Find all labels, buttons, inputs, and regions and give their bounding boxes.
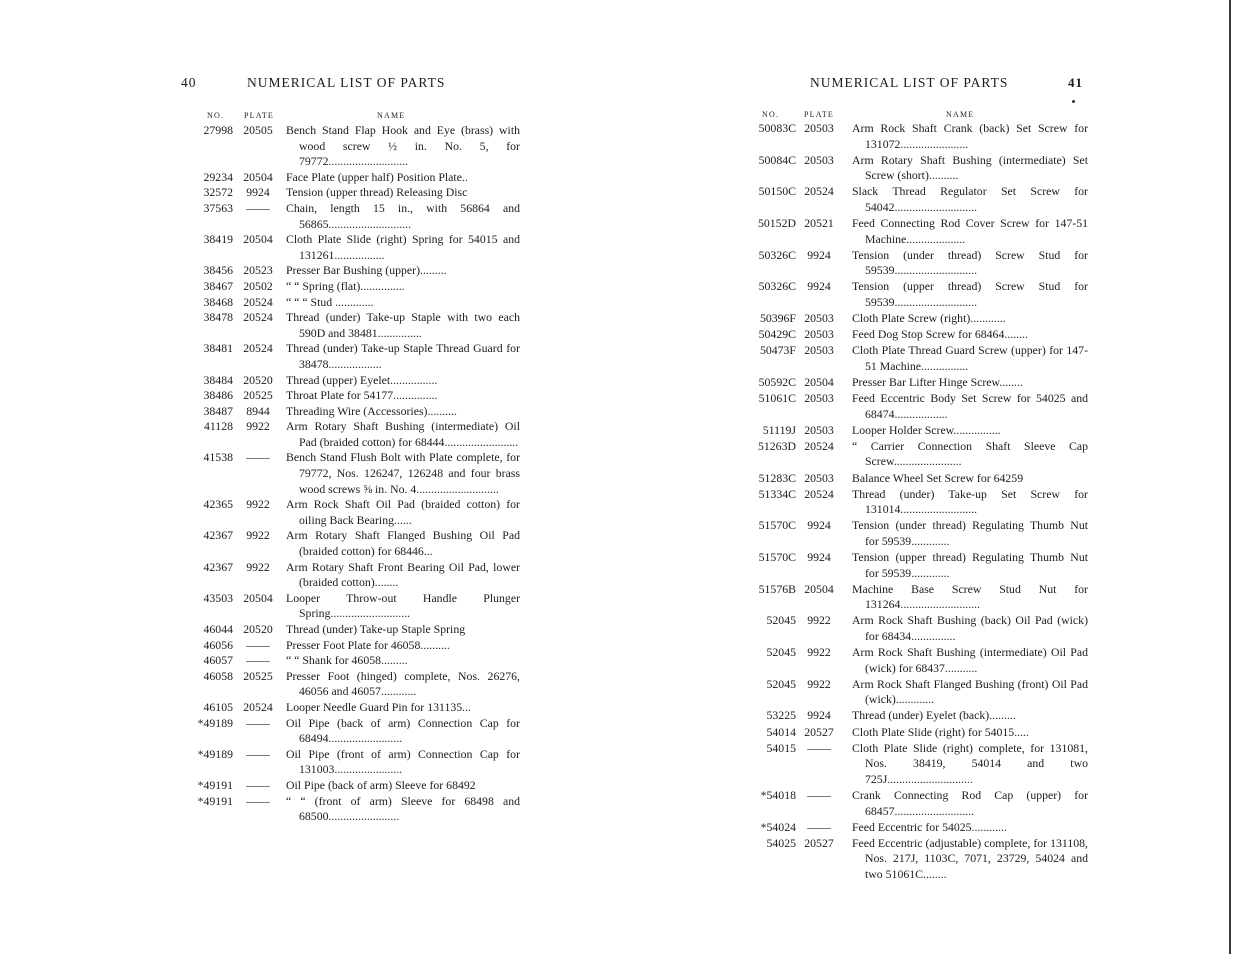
list-item: [752, 184, 1088, 215]
list-item: [752, 741, 1088, 788]
page-edge-line: [1229, 0, 1231, 954]
plate-number: 20525: [243, 388, 273, 403]
part-number: 38481: [203, 341, 233, 356]
part-number: 38486: [203, 388, 233, 403]
page-number-right: 41: [1068, 75, 1083, 90]
list-item: [752, 248, 1088, 279]
part-name: Presser Foot (hinged) complete, Nos. 26276, 46056 and 46057............: [286, 668, 520, 699]
list-item: [752, 343, 1088, 374]
plate-number: 20504: [243, 590, 273, 605]
part-name: Throat Plate for 54177...............: [286, 388, 438, 403]
list-item: [185, 700, 520, 716]
list-item: [185, 388, 520, 404]
part-name: Feed Eccentric for 54025............: [852, 819, 1007, 834]
plate-number: 20503: [804, 422, 834, 437]
list-item: [752, 518, 1088, 549]
part-name: Threading Wire (Accessories)..........: [286, 403, 457, 418]
part-name: Feed Dog Stop Screw for 68464........: [852, 327, 1028, 342]
list-item: [185, 310, 520, 341]
part-number: 46044: [203, 622, 233, 636]
list-item: [752, 311, 1088, 327]
plate-number: 9924: [807, 247, 831, 262]
part-name: Feed Eccentric Body Set Screw for 54025 and 68474..................: [852, 391, 1088, 421]
column-header-name: NAME: [377, 111, 406, 120]
list-item: [185, 450, 520, 497]
column-header-plate: PLATE: [804, 110, 834, 119]
column-header-plate: PLATE: [244, 111, 274, 120]
part-number: *54018: [760, 787, 796, 802]
part-number: 50326C: [758, 247, 796, 262]
plate-number: 20503: [804, 121, 834, 135]
part-number: 51263D: [757, 438, 796, 453]
list-item: [752, 820, 1088, 836]
part-number: 38484: [203, 372, 233, 387]
part-number: 50473F: [759, 343, 796, 358]
part-name: Thread (upper) Eyelet................: [286, 372, 438, 387]
plate-number: 20504: [804, 581, 834, 596]
plate-number: 20525: [243, 668, 273, 683]
part-name: Chain, length 15 in., with 56864 and 56865............................: [286, 200, 520, 231]
list-item: [185, 794, 520, 825]
part-number: 50396F: [759, 311, 796, 326]
part-name: Oil Pipe (front of arm) Connection Cap for 131003.......................: [286, 746, 520, 777]
plate-number: 9922: [807, 645, 831, 660]
part-name: Cloth Plate Screw (right)............: [852, 311, 1006, 326]
part-number: *49189: [197, 746, 233, 761]
plate-number: 20524: [804, 486, 834, 501]
plate-number: 20504: [243, 169, 273, 184]
list-item: [185, 123, 520, 170]
part-name: Tension (under thread) Regulating Thumb Nut for 59539.............: [852, 518, 1088, 548]
part-name: “ “ “ Stud .............: [286, 294, 374, 309]
list-item: [752, 423, 1088, 439]
plate-number: 20520: [243, 372, 273, 387]
part-name: Face Plate (upper half) Position Plate..: [286, 169, 468, 184]
part-name: Arm Rock Shaft Bushing (back) Oil Pad (wick) for 68434...............: [852, 613, 1088, 643]
part-name: Arm Rock Shaft Crank (back) Set Screw for 131072.......................: [852, 121, 1088, 151]
list-item: [185, 747, 520, 778]
part-number: 27998: [203, 123, 233, 137]
column-header-name: NAME: [946, 110, 975, 119]
part-number: 54025: [766, 835, 796, 850]
part-number: 54014: [766, 724, 796, 739]
plate-number: ——: [246, 200, 270, 215]
plate-number: 9922: [246, 497, 270, 512]
part-name: Thread (under) Take-up Staple with two each 590D and 38481...............: [286, 310, 520, 340]
list-item: [752, 613, 1088, 644]
part-name: Tension (upper thread) Screw Stud for 59539............................: [852, 279, 1088, 310]
plate-number: 20524: [243, 294, 273, 309]
part-number: 50152D: [757, 216, 796, 231]
part-name: “ “ (front of arm) Sleeve for 68498 and 68500........................: [286, 793, 520, 824]
list-item: [752, 708, 1088, 724]
part-number: 51119J: [762, 422, 796, 437]
part-name: Cloth Plate Slide (right) Spring for 54015 and 131261.................: [286, 232, 520, 262]
part-name: Tension (upper thread) Regulating Thumb Nut for 59539.............: [852, 550, 1088, 580]
list-item: [185, 669, 520, 700]
part-number: 29234: [203, 169, 233, 184]
plate-number: ——: [246, 793, 270, 808]
part-name: “ “ Shank for 46058.........: [286, 653, 408, 668]
part-number: 50429C: [758, 327, 796, 342]
part-number: 54015: [766, 740, 796, 755]
part-number: 46056: [203, 637, 233, 652]
list-item: [185, 778, 520, 794]
part-number: 52045: [766, 645, 796, 660]
list-item: [185, 622, 520, 638]
list-item: [185, 279, 520, 295]
plate-number: 20503: [804, 152, 834, 167]
part-name: Balance Wheel Set Screw for 64259: [852, 470, 1024, 485]
list-item: [752, 550, 1088, 581]
part-number: 43503: [203, 590, 233, 605]
plate-number: 20527: [804, 724, 834, 739]
part-name: “ “ Spring (flat)...............: [286, 278, 405, 293]
parts-list-left: [185, 123, 520, 825]
part-name: Machine Base Screw Stud Nut for 131264...........................: [852, 581, 1088, 612]
part-name: Feed Eccentric (adjustable) complete, for 131108, Nos. 217J, 1103C, 7071, 23729, 54024 and two 51061C........: [852, 835, 1088, 881]
part-name: Thread (under) Take-up Staple Thread Guard for 38478..................: [286, 341, 520, 371]
part-name: Tension (under thread) Screw Stud for 59539............................: [852, 247, 1088, 278]
part-name: Cloth Plate Thread Guard Screw (upper) for 147-51 Machine................: [852, 343, 1088, 373]
part-number: 51570C: [758, 518, 796, 533]
part-number: 37563: [203, 200, 233, 215]
plate-number: 20520: [243, 622, 273, 636]
part-name: Cloth Plate Slide (right) for 54015.....: [852, 724, 1029, 739]
plate-number: 20524: [243, 341, 273, 356]
part-name: Arm Rotary Shaft Bushing (intermediate) Oil Pad (braided cotton) for 68444.........................: [286, 419, 520, 449]
plate-number: 20524: [243, 699, 273, 714]
part-number: 51061C: [758, 391, 796, 406]
part-name: Thread (under) Eyelet (back).........: [852, 708, 1016, 723]
part-name: Presser Foot Plate for 46058..........: [286, 637, 450, 652]
right-page: [752, 0, 1088, 954]
list-item: [185, 591, 520, 622]
part-name: Arm Rotary Shaft Flanged Bushing Oil Pad (braided cotton) for 68446...: [286, 528, 520, 559]
list-item: [752, 327, 1088, 343]
plate-number: ——: [246, 777, 270, 792]
part-number: 38487: [203, 403, 233, 418]
plate-number: 20502: [243, 278, 273, 293]
list-item: [752, 121, 1088, 152]
part-number: 32572: [203, 185, 233, 200]
list-item: [752, 725, 1088, 741]
stray-mark: [1072, 100, 1075, 103]
list-item: [185, 528, 520, 559]
part-number: 50592C: [758, 375, 796, 389]
plate-number: 9924: [807, 550, 831, 565]
part-name: Tension (upper thread) Releasing Disc: [286, 185, 468, 200]
part-name: “ Carrier Connection Shaft Sleeve Cap Screw.......................: [852, 438, 1088, 469]
part-number: *54024: [760, 819, 796, 834]
list-item: [752, 487, 1088, 518]
list-item: [752, 375, 1088, 391]
plate-number: 20504: [243, 232, 273, 247]
part-name: Looper Needle Guard Pin for 131135...: [286, 699, 471, 714]
plate-number: 9922: [246, 419, 270, 434]
part-name: Feed Connecting Rod Cover Screw for 147-51 Machine....................: [852, 216, 1088, 246]
plate-number: ——: [246, 450, 270, 465]
part-name: Arm Rock Shaft Flanged Bushing (front) Oil Pad (wick).............: [852, 676, 1088, 707]
list-item: [185, 419, 520, 450]
plate-number: 9922: [246, 559, 270, 574]
part-name: Bench Stand Flush Bolt with Plate complete, for 79772, Nos. 126247, 126248 and four brass wood screws ⅝ in. No. 4............................: [286, 450, 520, 496]
part-number: 46058: [203, 668, 233, 683]
part-number: 51570C: [758, 550, 796, 565]
part-name: Thread (under) Take-up Set Screw for 131014..........................: [852, 486, 1088, 517]
plate-number: 20521: [804, 216, 834, 231]
part-number: 41538: [203, 450, 233, 465]
plate-number: ——: [807, 740, 831, 755]
part-number: 42365: [203, 497, 233, 512]
plate-number: 9924: [807, 518, 831, 533]
list-item: [752, 788, 1088, 819]
plate-number: 9922: [807, 613, 831, 628]
part-name: Looper Holder Screw................: [852, 422, 1001, 437]
left-page: [181, 0, 520, 954]
plate-number: 20503: [804, 343, 834, 358]
list-item: [185, 263, 520, 279]
plate-number: 9924: [807, 279, 831, 294]
part-number: 50084C: [758, 152, 796, 167]
plate-number: 20524: [804, 184, 834, 199]
part-name: Arm Rotary Shaft Bushing (intermediate) Set Screw (short)..........: [852, 152, 1088, 183]
plate-number: 20503: [804, 311, 834, 326]
part-name: Presser Bar Bushing (upper).........: [286, 263, 447, 278]
list-item: [185, 560, 520, 591]
page-number-left: 40: [181, 75, 197, 90]
part-name: Looper Throw-out Handle Plunger Spring...........................: [286, 590, 520, 621]
plate-number: 20527: [804, 835, 834, 850]
plate-number: 9924: [807, 708, 831, 723]
list-item: [185, 638, 520, 654]
part-number: *49189: [197, 715, 233, 730]
part-name: Slack Thread Regulator Set Screw for 54042............................: [852, 184, 1088, 214]
part-number: *49191: [197, 793, 233, 808]
part-name: Crank Connecting Rod Cap (upper) for 68457...........................: [852, 787, 1088, 818]
list-item: [752, 391, 1088, 422]
part-number: 52045: [766, 613, 796, 628]
part-number: 41128: [203, 419, 233, 434]
list-item: [185, 295, 520, 311]
plate-number: 20524: [243, 310, 273, 325]
list-item: [752, 439, 1088, 470]
list-item: [185, 497, 520, 528]
plate-number: 20524: [804, 438, 834, 453]
plate-number: ——: [246, 653, 270, 668]
part-name: Presser Bar Lifter Hinge Screw........: [852, 375, 1023, 389]
plate-number: 9922: [246, 528, 270, 543]
list-item: [752, 153, 1088, 184]
part-number: 51576B: [758, 581, 796, 596]
plate-number: 20503: [804, 391, 834, 406]
plate-number: ——: [807, 787, 831, 802]
part-name: Oil Pipe (back of arm) Sleeve for 68492: [286, 777, 476, 792]
list-item: [752, 645, 1088, 676]
list-item: [185, 341, 520, 372]
part-number: 51334C: [758, 486, 796, 501]
running-title-right: NUMERICAL LIST OF PARTS: [810, 75, 1009, 90]
plate-number: ——: [807, 819, 831, 834]
part-number: 50326C: [758, 279, 796, 294]
list-item: [752, 279, 1088, 310]
part-number: 50150C: [758, 184, 796, 199]
part-number: 52045: [766, 676, 796, 691]
part-name: Bench Stand Flap Hook and Eye (brass) with wood screw ½ in. No. 5, for 79772...........................: [286, 123, 520, 169]
list-item: [185, 404, 520, 420]
part-number: 38419: [203, 232, 233, 247]
plate-number: 20503: [804, 470, 834, 485]
column-header-no: NO.: [762, 110, 780, 119]
list-item: [185, 373, 520, 389]
part-number: 42367: [203, 559, 233, 574]
plate-number: 20505: [243, 123, 273, 137]
list-item: [185, 170, 520, 186]
part-number: 42367: [203, 528, 233, 543]
list-item: [752, 677, 1088, 708]
list-item: [185, 653, 520, 669]
plate-number: 9922: [807, 676, 831, 691]
part-number: *49191: [197, 777, 233, 792]
running-title-left: NUMERICAL LIST OF PARTS: [247, 75, 446, 90]
plate-number: 20523: [243, 263, 273, 278]
part-number: 38456: [203, 263, 233, 278]
part-number: 46105: [203, 699, 233, 714]
part-number: 53225: [766, 708, 796, 723]
list-item: [752, 216, 1088, 247]
list-item: [185, 716, 520, 747]
part-number: 38467: [203, 278, 233, 293]
parts-list-right: [752, 121, 1088, 883]
part-number: 46057: [203, 653, 233, 668]
part-name: Arm Rock Shaft Bushing (intermediate) Oil Pad (wick) for 68437...........: [852, 645, 1088, 675]
plate-number: ——: [246, 715, 270, 730]
part-name: Arm Rock Shaft Oil Pad (braided cotton) for oiling Back Bearing......: [286, 497, 520, 527]
part-number: 38468: [203, 294, 233, 309]
plate-number: 8944: [246, 403, 270, 418]
plate-number: 9924: [246, 185, 270, 200]
list-item: [752, 471, 1088, 487]
part-number: 51283C: [758, 470, 796, 485]
part-number: 38478: [203, 310, 233, 325]
part-number: 50083C: [758, 121, 796, 135]
column-header-no: NO.: [207, 111, 225, 120]
list-item: [185, 232, 520, 263]
plate-number: ——: [246, 637, 270, 652]
plate-number: 20503: [804, 327, 834, 342]
plate-number: ——: [246, 746, 270, 761]
plate-number: 20504: [804, 375, 834, 389]
list-item: [752, 836, 1088, 883]
list-item: [185, 185, 520, 201]
part-name: Thread (under) Take-up Staple Spring: [286, 622, 466, 636]
part-name: Oil Pipe (back of arm) Connection Cap for 68494.........................: [286, 715, 520, 746]
part-name: Arm Rotary Shaft Front Bearing Oil Pad, lower (braided cotton)........: [286, 559, 520, 590]
part-name: Cloth Plate Slide (right) complete, for 131081, Nos. 38419, 54014 and two 725J.............................: [852, 740, 1088, 786]
list-item: [185, 201, 520, 232]
list-item: [752, 582, 1088, 613]
